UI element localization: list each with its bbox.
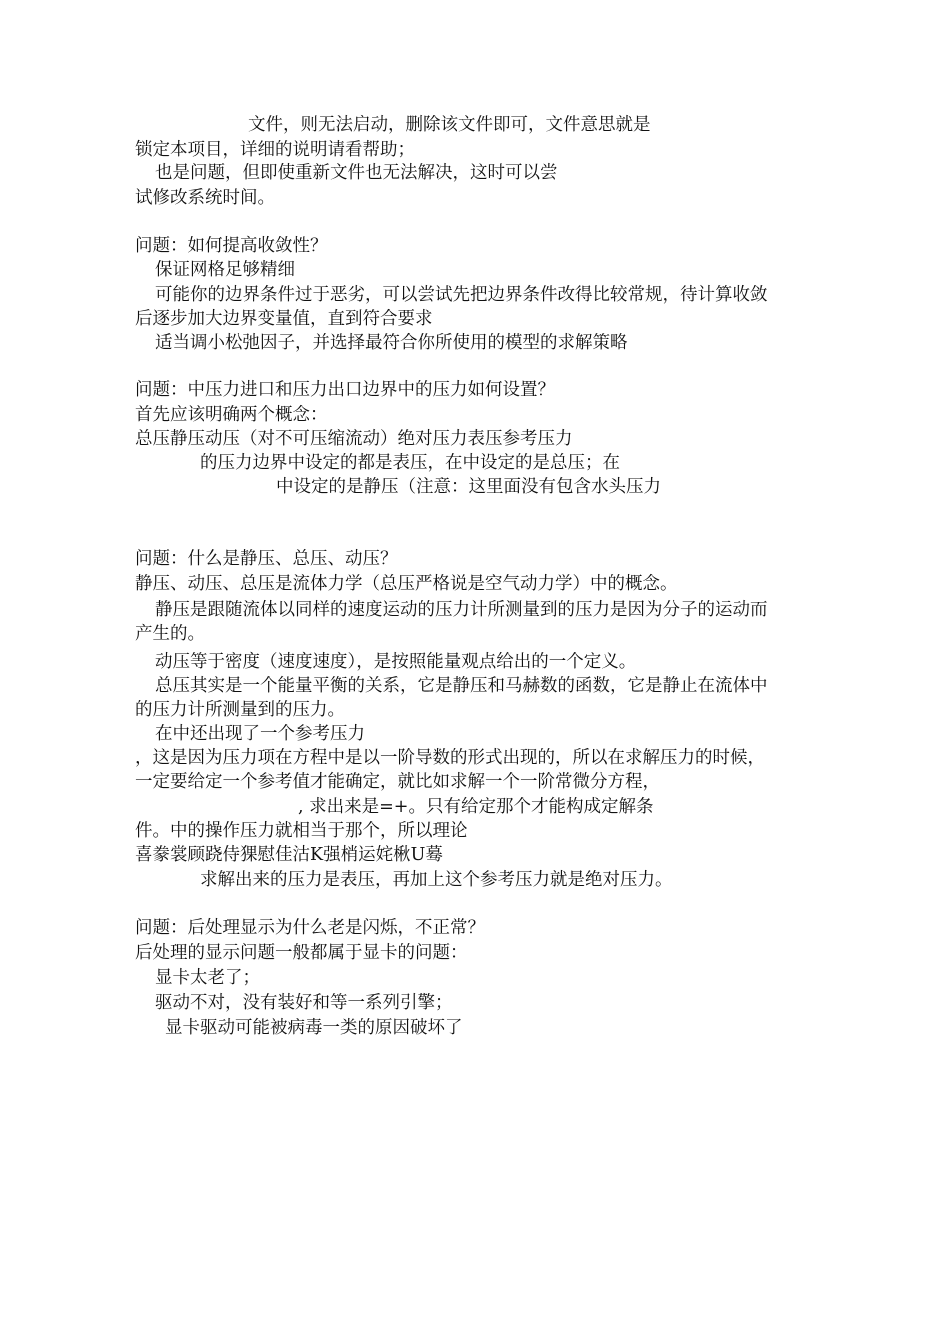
text-line: 首先应该明确两个概念： [135, 405, 328, 425]
text-line: 显卡太老了； [155, 968, 260, 988]
question-heading: 问题：什么是静压、总压、动压？ [135, 549, 398, 569]
text-line: 后处理的显示问题一般都属于显卡的问题： [135, 943, 468, 963]
garbled-text-line: 喜豢裳顾跷侍猓慰佳沽K强梢运姹楸U蓦 [135, 845, 443, 865]
text-line: 静压、动压、总压是流体力学（总压严格说是空气动力学）中的概念。 [135, 574, 678, 594]
text-line: 的压力计所测量到的压力。 [135, 700, 345, 720]
text-line: 产生的。 [135, 624, 205, 644]
text-line: 锁定本项目，详细的说明请看帮助； [135, 140, 415, 160]
question-heading: 问题：中压力进口和压力出口边界中的压力如何设置？ [135, 380, 555, 400]
text-line: 求解出来的压力是表压，再加上这个参考压力就是绝对压力。 [200, 870, 673, 890]
text-line: 总压其实是一个能量平衡的关系，它是静压和马赫数的函数，它是静止在流体中 [155, 676, 768, 696]
text-line: 后逐步加大边界变量值，直到符合要求 [135, 309, 433, 329]
text-line: , 求出来是=+。只有给定那个才能构成定解条 [298, 797, 654, 817]
text-line: ，这是因为压力项在方程中是以一阶导数的形式出现的，所以在求解压力的时候， [135, 748, 765, 768]
text-line: 驱动不对，没有装好和等一系列引擎； [155, 993, 453, 1013]
text-line: 显卡驱动可能被病毒一类的原因破坏了 [165, 1018, 463, 1038]
text-line: 文件，则无法启动，删除该文件即可，文件意思就是 [248, 115, 651, 135]
text-line: 件。中的操作压力就相当于那个，所以理论 [135, 821, 468, 841]
text-line: 静压是跟随流体以同样的速度运动的压力计所测量到的压力是因为分子的运动而 [155, 600, 768, 620]
text-line: 一定要给定一个参考值才能确定，就比如求解一个一阶常微分方程， [135, 772, 660, 792]
text-line: 动压等于密度（速度速度），是按照能量观点给出的一个定义。 [155, 652, 637, 672]
text-line: 保证网格足够精细 [155, 260, 295, 280]
text-line: 也是问题，但即使重新文件也无法解决，这时可以尝 [155, 163, 558, 183]
text-line: 试修改系统时间。 [135, 188, 275, 208]
text-line: 总压静压动压（对不可压缩流动）绝对压力表压参考压力 [135, 429, 573, 449]
text-line: 的压力边界中设定的都是表压，在中设定的是总压；在 [200, 453, 620, 473]
question-heading: 问题：如何提高收敛性？ [135, 236, 328, 256]
text-line: 可能你的边界条件过于恶劣，可以尝试先把边界条件改得比较常规，待计算收敛 [155, 285, 768, 305]
text-line: 在中还出现了一个参考压力 [155, 724, 365, 744]
text-line: 中设定的是静压（注意：这里面没有包含水头压力 [276, 477, 661, 497]
question-heading: 问题：后处理显示为什么老是闪烁，不正常？ [135, 918, 485, 938]
text-line: 适当调小松弛因子，并选择最符合你所使用的模型的求解策略 [155, 333, 628, 353]
